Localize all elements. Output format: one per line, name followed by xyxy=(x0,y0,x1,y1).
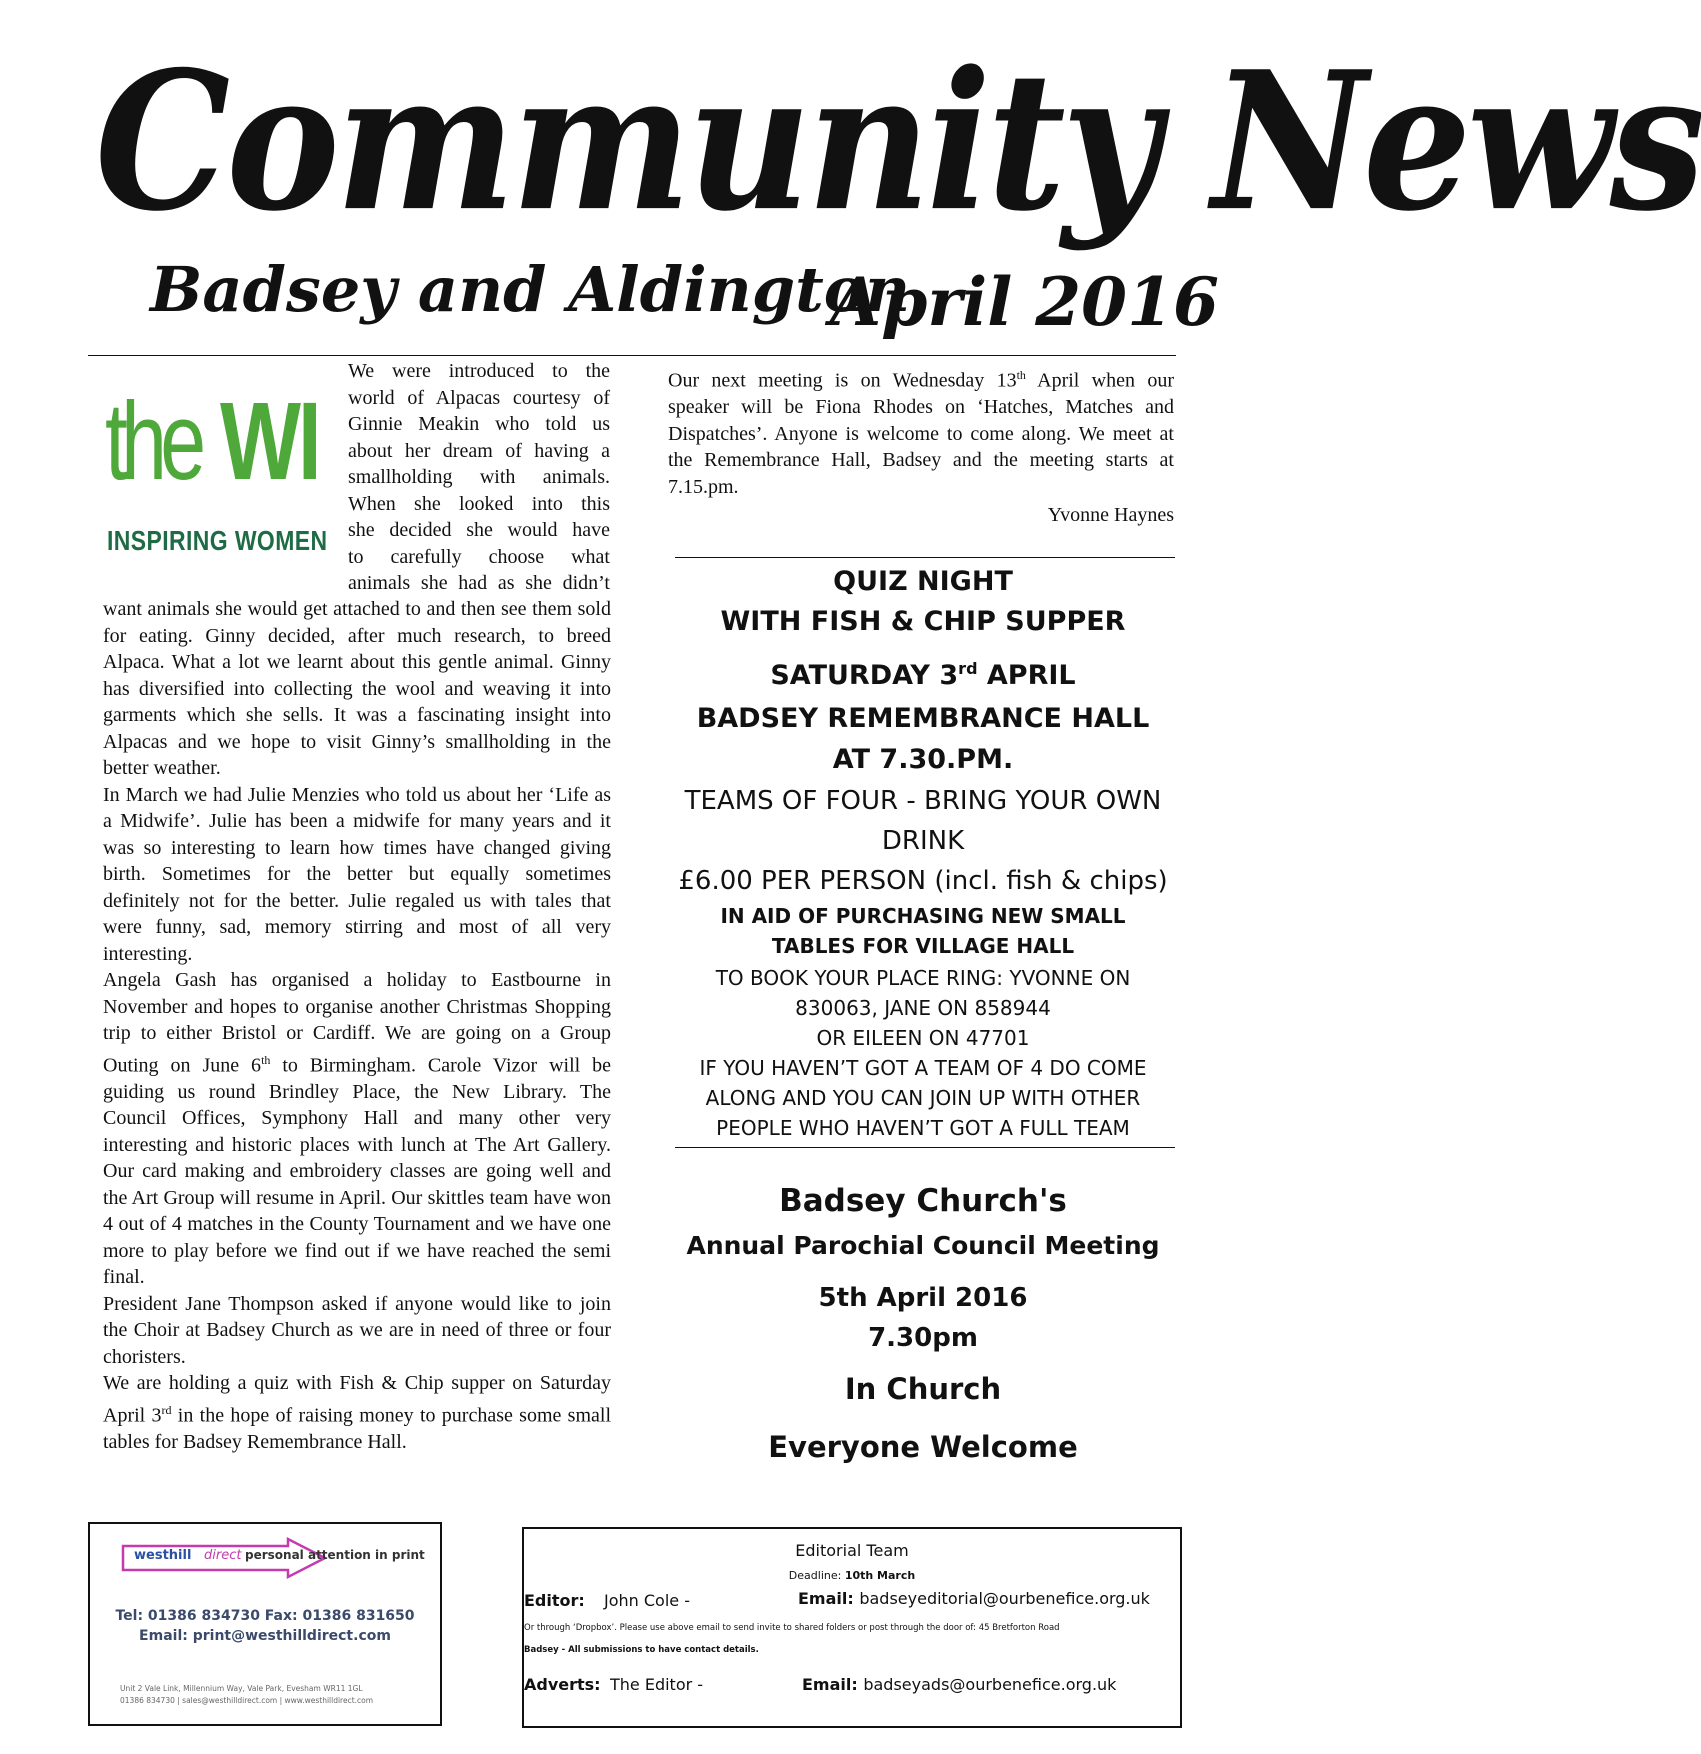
dropbox-note: Or through ‘Dropbox’. Please use above email to send invite to shared folders or post through the door of: 45 Bretforton Road xyxy=(524,1623,1060,1633)
editor-label: Editor: xyxy=(524,1591,585,1610)
issue-date: April 2016 xyxy=(830,263,1219,341)
next-meeting-text xyxy=(668,362,1174,500)
adverts-email-address[interactable]: badseyads@ourbenefice.org.uk xyxy=(863,1675,1117,1694)
para-text: April when our speaker will be Fiona Rhodes on ‘Hatches, Matches and Dispatches’. Anyone is welcome to come along. We meet at the Remembrance Hall, Badsey and the meeting starts at 7.15.pm. xyxy=(668,369,1174,498)
quiz-date-text: SATURDAY 3 xyxy=(770,660,959,691)
article-paragraph: want animals she would get attached to and then see them sold for eating. Ginny decided, after much research, to breed Alpaca. What a lot we learnt about this gentle animal. Ginny has diversified into collecting the wool and weaving it into garments which she sells. It was a fascinating insight into Alpacas and we hope to visit Ginny’s smallholding in the better weather. xyxy=(103,598,611,779)
editor-email-address[interactable]: badseyeditorial@ourbenefice.org.uk xyxy=(859,1589,1150,1608)
masthead-rule xyxy=(88,355,1176,356)
submission-note: Badsey - All submissions to have contact details. xyxy=(524,1645,759,1655)
advert-address: Unit 2 Vale Link, Millennium Way, Vale Park, Evesham WR11 1GL xyxy=(120,1684,363,1693)
advert-email: Email: print@westhilldirect.com xyxy=(139,1628,391,1644)
article-author: Yvonne Haynes xyxy=(1047,504,1174,527)
church-welcome: Everyone Welcome xyxy=(768,1430,1078,1464)
article-paragraph: In March we had Julie Menzies who told us about her ‘Life as a Midwife’. Julie has been a midwife for many years and it was so interesting to learn how times have changed giving birth. Sometimes for the better but equally sometimes definitely not for the better. Julie regaled us with tales that were funny, sad, memory stirring and most of all very interesting. xyxy=(103,783,611,965)
editorial-box xyxy=(522,1527,1182,1728)
superscript: rd xyxy=(958,659,978,678)
wi-article-body xyxy=(103,596,611,1455)
para-text: Our next meeting is on Wednesday 13 xyxy=(668,369,1017,392)
para-text: We are holding a quiz with Fish & Chip supper on Saturday April 3 xyxy=(103,1372,611,1427)
adverts-email xyxy=(802,1675,1116,1694)
article-paragraph xyxy=(103,967,611,1291)
advert-contacts: 01386 834730 | sales@westhilldirect.com | www.westhilldirect.com xyxy=(120,1696,374,1705)
intro-line: about her dream of having a xyxy=(348,439,610,462)
quiz-top-rule xyxy=(675,557,1175,558)
quiz-bottom-rule xyxy=(675,1147,1175,1148)
church-title: Badsey Church's xyxy=(779,1183,1067,1219)
brand-direct: direct xyxy=(204,1548,242,1563)
superscript: rd xyxy=(161,1402,172,1417)
editorial-heading: Editorial Team xyxy=(795,1541,909,1560)
masthead-subtitle: Badsey and Aldington xyxy=(150,253,911,326)
quiz-date xyxy=(668,646,1178,699)
para-text: to Birmingham. Carole Vizor will be guiding us round Brindley Place, the New Library. The Council Offices, Symphony Hall and many other very interesting and historic places with lunch at The Art Gallery. Our card making and embroidery classes are going well and the Art Group will resume in April. Our skittles team have won 4 out of 4 matches in the County Tournament and we have one more to play before we find out if we have reached the semi final. xyxy=(103,1054,612,1289)
advert-slogan: personal attention in print xyxy=(245,1548,425,1562)
intro-line: world of Alpacas courtesy of xyxy=(348,386,610,409)
quiz-team-note: IF YOU HAVEN’T GOT A TEAM OF 4 DO COME ALONG AND YOU CAN JOIN UP WITH OTHER PEOPLE WHO HAVEN’T GOT A FULL TEAM xyxy=(699,1056,1147,1140)
wi-logo-the: the xyxy=(105,380,200,503)
wi-article-intro xyxy=(348,358,610,597)
quiz-booking-1: TO BOOK YOUR PLACE RING: YVONNE ON xyxy=(715,966,1131,990)
quiz-notice xyxy=(668,562,1178,1143)
editorial-deadline xyxy=(524,1569,1180,1582)
article-paragraph xyxy=(103,1370,611,1455)
church-subtitle: Annual Parochial Council Meeting xyxy=(686,1231,1160,1260)
advert-phones: Tel: 01386 834730 Fax: 01386 831650 xyxy=(115,1608,415,1624)
intro-line: smallholding with animals. xyxy=(348,466,610,488)
deadline-value: 10th March xyxy=(844,1569,916,1582)
adverts-label: Adverts: xyxy=(524,1675,601,1694)
advert-box xyxy=(88,1522,442,1726)
adverts-name: The Editor - xyxy=(610,1675,704,1694)
quiz-booking-3: OR EILEEN ON 47701 xyxy=(816,1026,1030,1050)
quiz-date-text: APRIL xyxy=(977,660,1076,691)
para-text: in the hope of raising money to purchase some small tables for Badsey Remembrance Hall. xyxy=(103,1404,611,1453)
church-date: 5th April 2016 xyxy=(818,1283,1028,1313)
masthead-title: Community News xyxy=(95,30,1701,254)
email-label: Email: xyxy=(798,1589,860,1608)
editor-name: John Cole - xyxy=(604,1591,690,1610)
intro-line: animals she had as she didn’t xyxy=(348,572,610,594)
superscript: th xyxy=(1016,368,1026,382)
superscript: th xyxy=(261,1052,271,1067)
editor-email xyxy=(798,1589,1150,1608)
quiz-aid: IN AID OF PURCHASING NEW SMALL TABLES FOR VILLAGE HALL xyxy=(720,904,1126,958)
deadline-label: Deadline: xyxy=(788,1569,845,1582)
church-notice xyxy=(668,1178,1178,1472)
quiz-subtitle: WITH FISH & CHIP SUPPER xyxy=(720,606,1126,637)
intro-line: she decided she would have xyxy=(348,519,610,541)
email-label: Email: xyxy=(802,1675,864,1694)
quiz-booking-2: 830063, JANE ON 858944 xyxy=(795,996,1051,1020)
quiz-title: QUIZ NIGHT xyxy=(833,566,1013,597)
intro-line: When she looked into this xyxy=(348,492,610,515)
quiz-time: AT 7.30.PM. xyxy=(832,744,1014,775)
next-meeting xyxy=(668,362,1174,529)
quiz-venue: BADSEY REMEMBRANCE HALL xyxy=(696,703,1150,734)
brand-westhill: westhill xyxy=(134,1548,192,1563)
church-place: In Church xyxy=(844,1372,1002,1406)
church-time: 7.30pm xyxy=(868,1323,978,1353)
article-paragraph: President Jane Thompson asked if anyone would like to join the Choir at Badsey Church as we are in need of three or four choristers. xyxy=(103,1292,611,1368)
quiz-teams: TEAMS OF FOUR - BRING YOUR OWN DRINK xyxy=(684,786,1162,856)
intro-line: to carefully choose what xyxy=(348,545,610,568)
wi-logo-tagline: INSPIRING WOMEN xyxy=(107,525,328,556)
intro-line: Ginnie Meakin who told us xyxy=(348,413,610,435)
wi-logo xyxy=(105,380,330,565)
wi-logo-wi: WI xyxy=(220,380,319,503)
intro-line: We were introduced to the xyxy=(348,360,610,382)
quiz-price: £6.00 PER PERSON (incl. fish & chips) xyxy=(678,866,1168,896)
para-text: Angela Gash has organised a holiday to Eastbourne in November and hopes to organise another Christmas Shopping trip to either Bristol or Cardiff. We are going on a Group Outing on June 6 xyxy=(103,969,611,1077)
